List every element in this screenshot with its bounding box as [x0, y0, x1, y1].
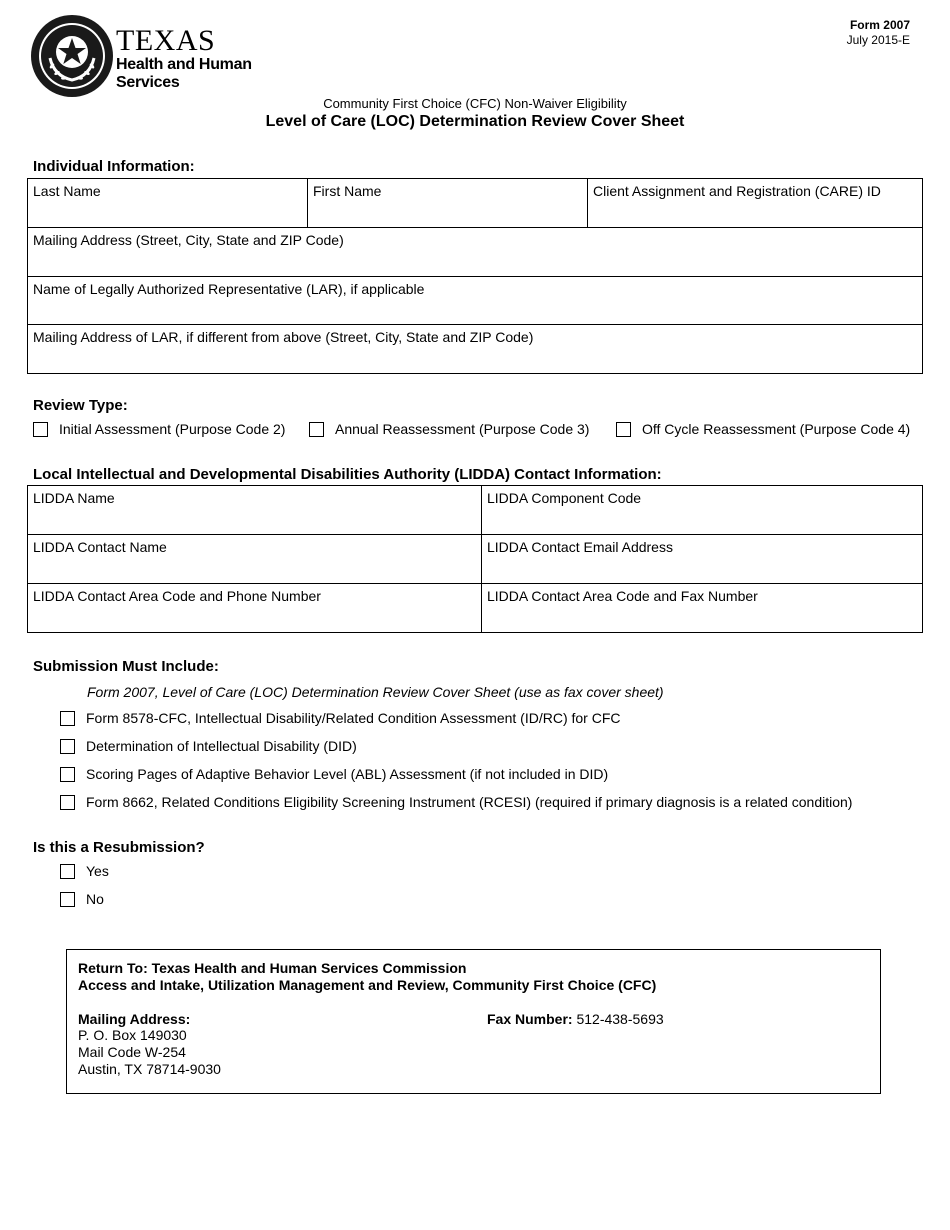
initial-assessment-label: Initial Assessment (Purpose Code 2) — [59, 421, 286, 437]
resubmission-yes-label: Yes — [86, 863, 109, 879]
fax-number-value: 512-438-5693 — [576, 1011, 664, 1027]
care-id-field[interactable] — [588, 179, 923, 228]
resubmission-no-checkbox[interactable] — [60, 892, 75, 907]
mailing-address-field[interactable] — [28, 228, 923, 277]
submission-heading: Submission Must Include: — [33, 658, 219, 675]
submission-note: Form 2007, Level of Care (LOC) Determination Review Cover Sheet (use as fax cover sheet) — [87, 684, 664, 700]
submission-item[interactable] — [60, 794, 852, 810]
form-number: Form 2007 — [849, 18, 910, 32]
hhs-logo — [30, 14, 270, 98]
lidda-fax-field[interactable] — [482, 584, 923, 633]
return-to-box — [66, 949, 881, 1094]
lidda-contact-email-label: LIDDA Contact Email Address — [487, 539, 673, 555]
lidda-fax-label: LIDDA Contact Area Code and Fax Number — [487, 588, 758, 604]
resubmission-yes-checkbox[interactable] — [60, 864, 75, 879]
form-id — [847, 18, 910, 48]
lidda-component-code-label: LIDDA Component Code — [487, 490, 642, 506]
mailing-address-label: Mailing Address: — [78, 1011, 191, 1027]
lidda-info-table — [27, 485, 923, 633]
form-date: July 2015-E — [846, 33, 910, 47]
lar-name-label: Name of Legally Authorized Representative (LAR), if applicable — [33, 281, 425, 297]
lidda-contact-name-label: LIDDA Contact Name — [33, 539, 167, 555]
last-name-label: Last Name — [33, 183, 101, 199]
review-type-heading: Review Type: — [33, 397, 128, 414]
last-name-field[interactable] — [28, 179, 308, 228]
texas-seal-icon — [30, 14, 114, 98]
lidda-contact-email-field[interactable] — [482, 535, 923, 584]
lidda-contact-name-field[interactable] — [28, 535, 482, 584]
fax-number-label: Fax Number: — [487, 1011, 573, 1027]
return-to-line1: Return To: Texas Health and Human Services Commission — [78, 960, 467, 976]
fax-number — [487, 1011, 664, 1027]
resubmission-no[interactable] — [60, 891, 104, 907]
form-8662-checkbox[interactable] — [60, 795, 75, 810]
lar-address-label: Mailing Address of LAR, if different from above (Street, City, State and ZIP Code) — [33, 329, 534, 345]
abl-checkbox[interactable] — [60, 767, 75, 782]
first-name-label: First Name — [313, 183, 382, 199]
resubmission-yes[interactable] — [60, 863, 109, 879]
form-8662-label: Form 8662, Related Conditions Eligibility Screening Instrument (RCESI) (required if primary diagnosis is a related condition) — [86, 794, 853, 810]
lidda-name-field[interactable] — [28, 486, 482, 535]
page-title: Level of Care (LOC) Determination Review Cover Sheet — [265, 113, 685, 130]
abl-label: Scoring Pages of Adaptive Behavior Level (ABL) Assessment (if not included in DID) — [86, 766, 609, 782]
lidda-heading: Local Intellectual and Developmental Disabilities Authority (LIDDA) Contact Information: — [33, 466, 662, 483]
off-cycle-reassessment-checkbox[interactable] — [616, 422, 631, 437]
lar-name-field[interactable] — [28, 277, 923, 325]
first-name-field[interactable] — [308, 179, 588, 228]
lidda-component-code-field[interactable] — [482, 486, 923, 535]
review-option-off-cycle[interactable] — [616, 421, 910, 437]
review-option-annual[interactable] — [309, 421, 589, 437]
lidda-name-label: LIDDA Name — [33, 490, 115, 506]
annual-reassessment-checkbox[interactable] — [309, 422, 324, 437]
form-subtitle: Community First Choice (CFC) Non-Waiver Eligibility — [323, 96, 627, 111]
logo-services: Services — [116, 74, 180, 91]
individual-info-table — [27, 178, 923, 374]
submission-item[interactable] — [60, 710, 621, 726]
address-line-3: Austin, TX 78714-9030 — [78, 1061, 221, 1077]
submission-item[interactable] — [60, 738, 357, 754]
did-checkbox[interactable] — [60, 739, 75, 754]
address-line-1: P. O. Box 149030 — [78, 1027, 187, 1043]
off-cycle-reassessment-label: Off Cycle Reassessment (Purpose Code 4) — [642, 421, 911, 437]
return-to-line2: Access and Intake, Utilization Management and Review, Community First Choice (CFC) — [78, 977, 657, 993]
annual-reassessment-label: Annual Reassessment (Purpose Code 3) — [335, 421, 590, 437]
did-label: Determination of Intellectual Disability (DID) — [86, 738, 357, 754]
address-line-2: Mail Code W-254 — [78, 1044, 186, 1060]
logo-health-human: Health and Human — [116, 56, 252, 73]
lidda-phone-label: LIDDA Contact Area Code and Phone Number — [33, 588, 321, 604]
review-option-initial[interactable] — [33, 421, 285, 437]
individual-heading: Individual Information: — [33, 158, 195, 175]
submission-item[interactable] — [60, 766, 608, 782]
resubmission-heading: Is this a Resubmission? — [33, 839, 205, 856]
form-8578-checkbox[interactable] — [60, 711, 75, 726]
resubmission-no-label: No — [86, 891, 104, 907]
form-8578-label: Form 8578-CFC, Intellectual Disability/Related Condition Assessment (ID/RC) for CFC — [86, 710, 621, 726]
initial-assessment-checkbox[interactable] — [33, 422, 48, 437]
mailing-address-label: Mailing Address (Street, City, State and ZIP Code) — [33, 232, 344, 248]
lidda-phone-field[interactable] — [28, 584, 482, 633]
logo-texas: TEXAS — [116, 24, 216, 57]
lar-address-field[interactable] — [28, 325, 923, 374]
care-id-label: Client Assignment and Registration (CARE) ID — [593, 183, 881, 199]
